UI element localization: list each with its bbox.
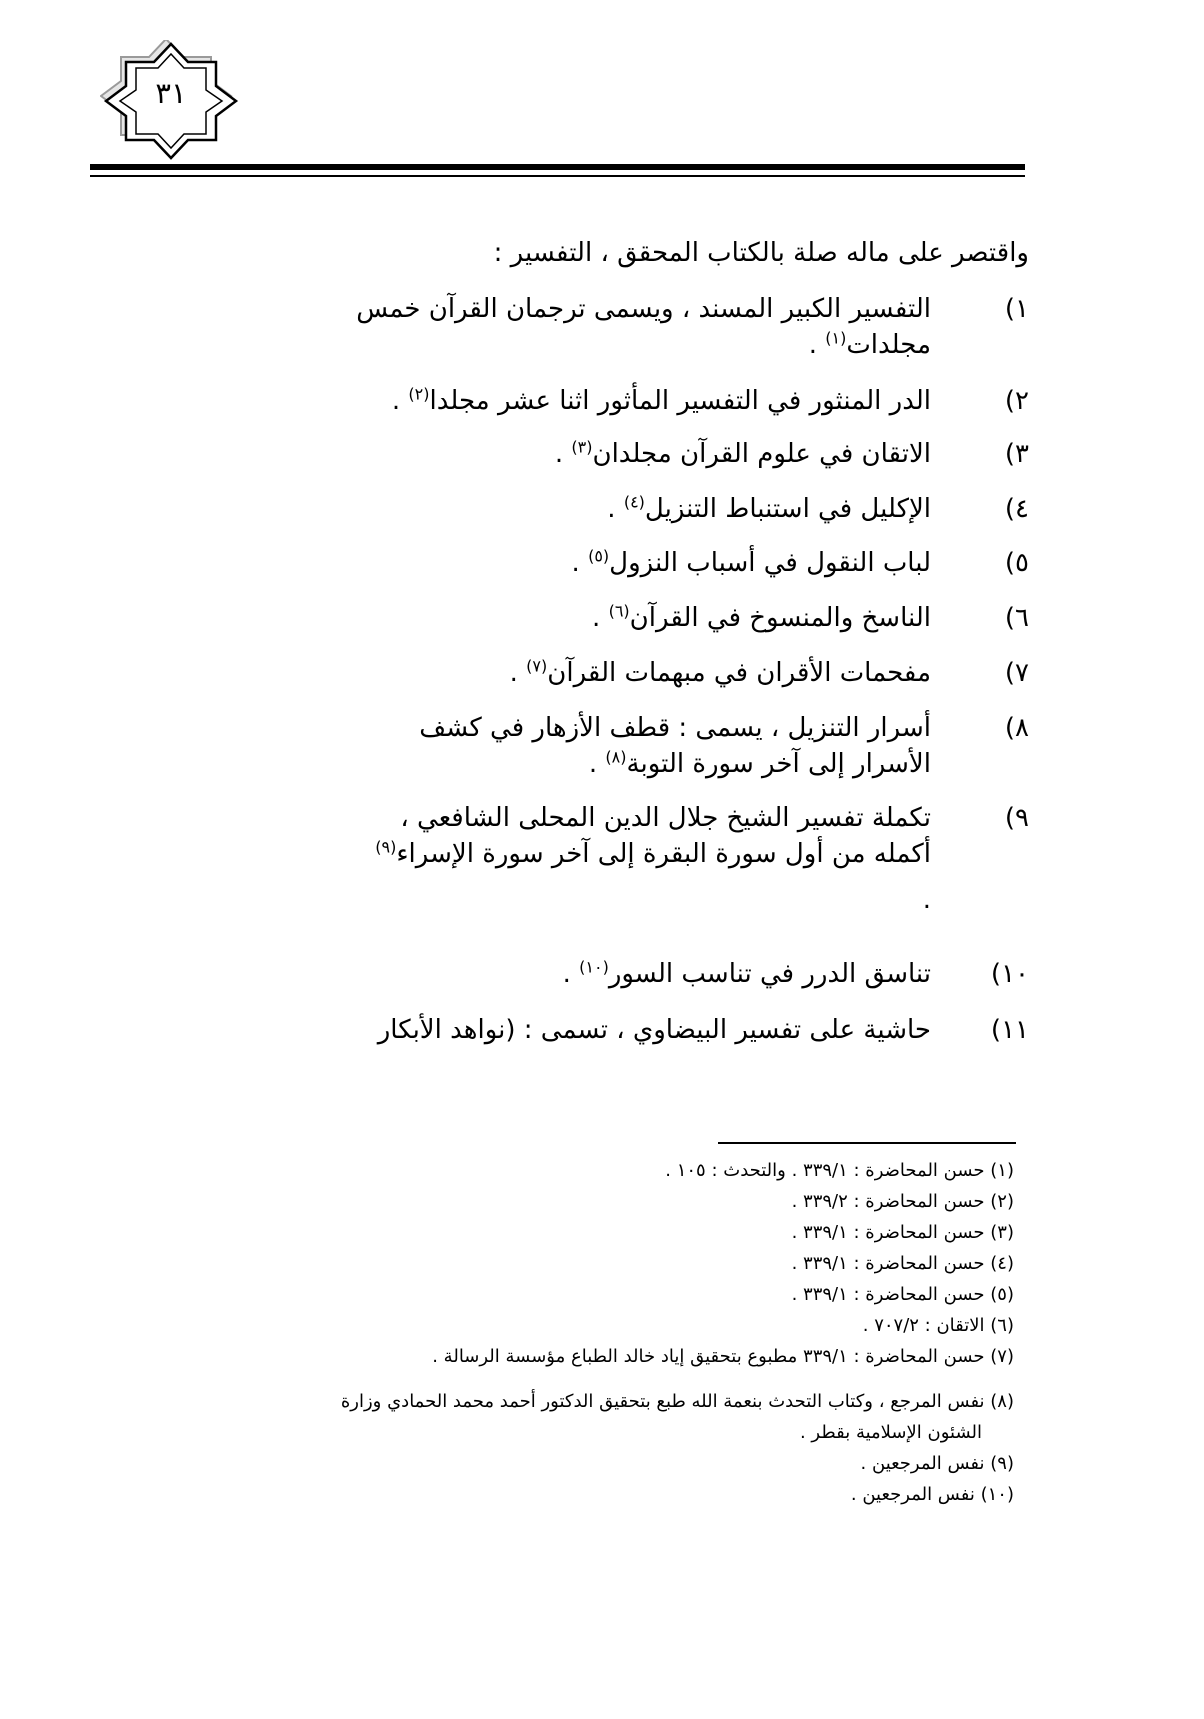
item-text: [271, 655, 931, 691]
item-text: [271, 383, 931, 419]
item-tail: .: [808, 330, 826, 360]
footnote: (٢) حسن المحاضرة : ٣٣٩/٢ .: [791, 1191, 1014, 1212]
item-line-text: الدر المنثور في التفسير المأثور اثنا عشر مجلدا: [429, 386, 931, 416]
item-line: تكملة تفسير الشيخ جلال الدين المحلى الشافعي ،: [400, 803, 931, 833]
item-text: [271, 710, 931, 782]
item-number: ٤): [1004, 494, 1029, 524]
item-text: [271, 545, 931, 581]
item-line-text: تناسق الدرر في تناسب السور: [608, 959, 931, 989]
item-number: ٩): [1004, 803, 1029, 833]
footnote-separator: [718, 1142, 1016, 1144]
footnote: (١) حسن المحاضرة : ٣٣٩/١ . والتحدث : ١٠٥ .: [665, 1160, 1014, 1181]
item-number: ٦): [1004, 603, 1029, 633]
item-text: [271, 1012, 931, 1048]
footnote: (٩) نفس المرجعين .: [860, 1453, 1014, 1474]
item-line: [271, 327, 931, 363]
item-text: [271, 436, 931, 472]
intro-line: واقتصر على ماله صلة بالكتاب المحقق ، التفسير :: [493, 238, 1029, 268]
item-tail: .: [562, 959, 580, 989]
item-text: [271, 600, 931, 636]
item-tail: .: [554, 439, 572, 469]
footnote-ref: (٥): [588, 546, 610, 566]
item-line-text: لباب النقول في أسباب النزول: [609, 548, 931, 578]
item-line-text: الناسخ والمنسوخ في القرآن: [629, 603, 931, 633]
footnote: (٣) حسن المحاضرة : ٣٣٩/١ .: [791, 1222, 1014, 1243]
item-tail: .: [509, 658, 527, 688]
item-line: أسرار التنزيل ، يسمى : قطف الأزهار في كشف: [419, 713, 931, 743]
item-line-text: حاشية على تفسير البيضاوي ، تسمى : (نواهد الأبكار: [377, 1015, 931, 1045]
footnote-ref: (١٠): [579, 957, 609, 977]
footnote-continuation: الشئون الإسلامية بقطر .: [799, 1422, 982, 1443]
item-number: ١٠): [990, 959, 1029, 989]
header-rule-thin: [90, 175, 1025, 177]
footnote-ref: (٦): [608, 601, 630, 621]
item-line-text: الأسرار إلى آخر سورة التوبة: [626, 749, 931, 779]
item-tail: .: [588, 749, 606, 779]
footnote-ref: (٢): [408, 384, 430, 404]
item-line-text: الإكليل في استنباط التنزيل: [644, 494, 931, 524]
item-text: [271, 956, 931, 992]
item-line-text: مجلدات: [846, 330, 931, 360]
item-line: [271, 836, 931, 872]
footnote: (٥) حسن المحاضرة : ٣٣٩/١ .: [791, 1284, 1014, 1305]
footnote-ref: (٨): [605, 747, 627, 767]
item-line: [271, 746, 931, 782]
footnote-ref: (٧): [526, 656, 548, 676]
footnote-ref: (٤): [623, 492, 645, 512]
page-number: ٣١: [155, 78, 187, 110]
footnote-ref: (٣): [571, 437, 593, 457]
item-text: [271, 491, 931, 527]
footnote: (١٠) نفس المرجعين .: [850, 1484, 1014, 1505]
item-tail: .: [571, 548, 589, 578]
item-line-text: أكمله من أول سورة البقرة إلى آخر سورة الإسراء: [396, 839, 931, 869]
item-number: ٨): [1004, 713, 1029, 743]
footnote: (٧) حسن المحاضرة : ٣٣٩/١ مطبوع بتحقيق إياد خالد الطباع مؤسسة الرسالة .: [432, 1346, 1014, 1367]
footnote: (٦) الاتقان : ٧٠٧/٢ .: [862, 1315, 1014, 1336]
item-number: ٧): [1004, 658, 1029, 688]
footnote-ref: (١): [825, 328, 847, 348]
item-text: [271, 291, 931, 363]
footnote: (٤) حسن المحاضرة : ٣٣٩/١ .: [791, 1253, 1014, 1274]
item-number: ١١): [990, 1015, 1029, 1045]
footnote-ref: (٩): [375, 837, 397, 857]
item-tail: .: [592, 603, 609, 633]
item-line: .: [922, 885, 931, 915]
item-line: التفسير الكبير المسند ، ويسمى ترجمان القرآن خمس: [356, 294, 931, 324]
item-line-text: مفحمات الأقران في مبهمات القرآن: [547, 658, 931, 688]
item-number: ٥): [1004, 548, 1029, 578]
item-tail: .: [607, 494, 624, 524]
item-number: ٢): [1004, 386, 1029, 416]
item-text: [271, 800, 931, 918]
footnote: (٨) نفس المرجع ، وكتاب التحدث بنعمة الله طبع بتحقيق الدكتور أحمد محمد الحمادي وزارة: [340, 1391, 1014, 1412]
header-rule-thick: [90, 164, 1025, 170]
item-tail: .: [391, 386, 409, 416]
item-number: ٣): [1004, 439, 1029, 469]
item-number: ١): [1004, 294, 1029, 324]
item-line-text: الاتقان في علوم القرآن مجلدان: [592, 439, 931, 469]
